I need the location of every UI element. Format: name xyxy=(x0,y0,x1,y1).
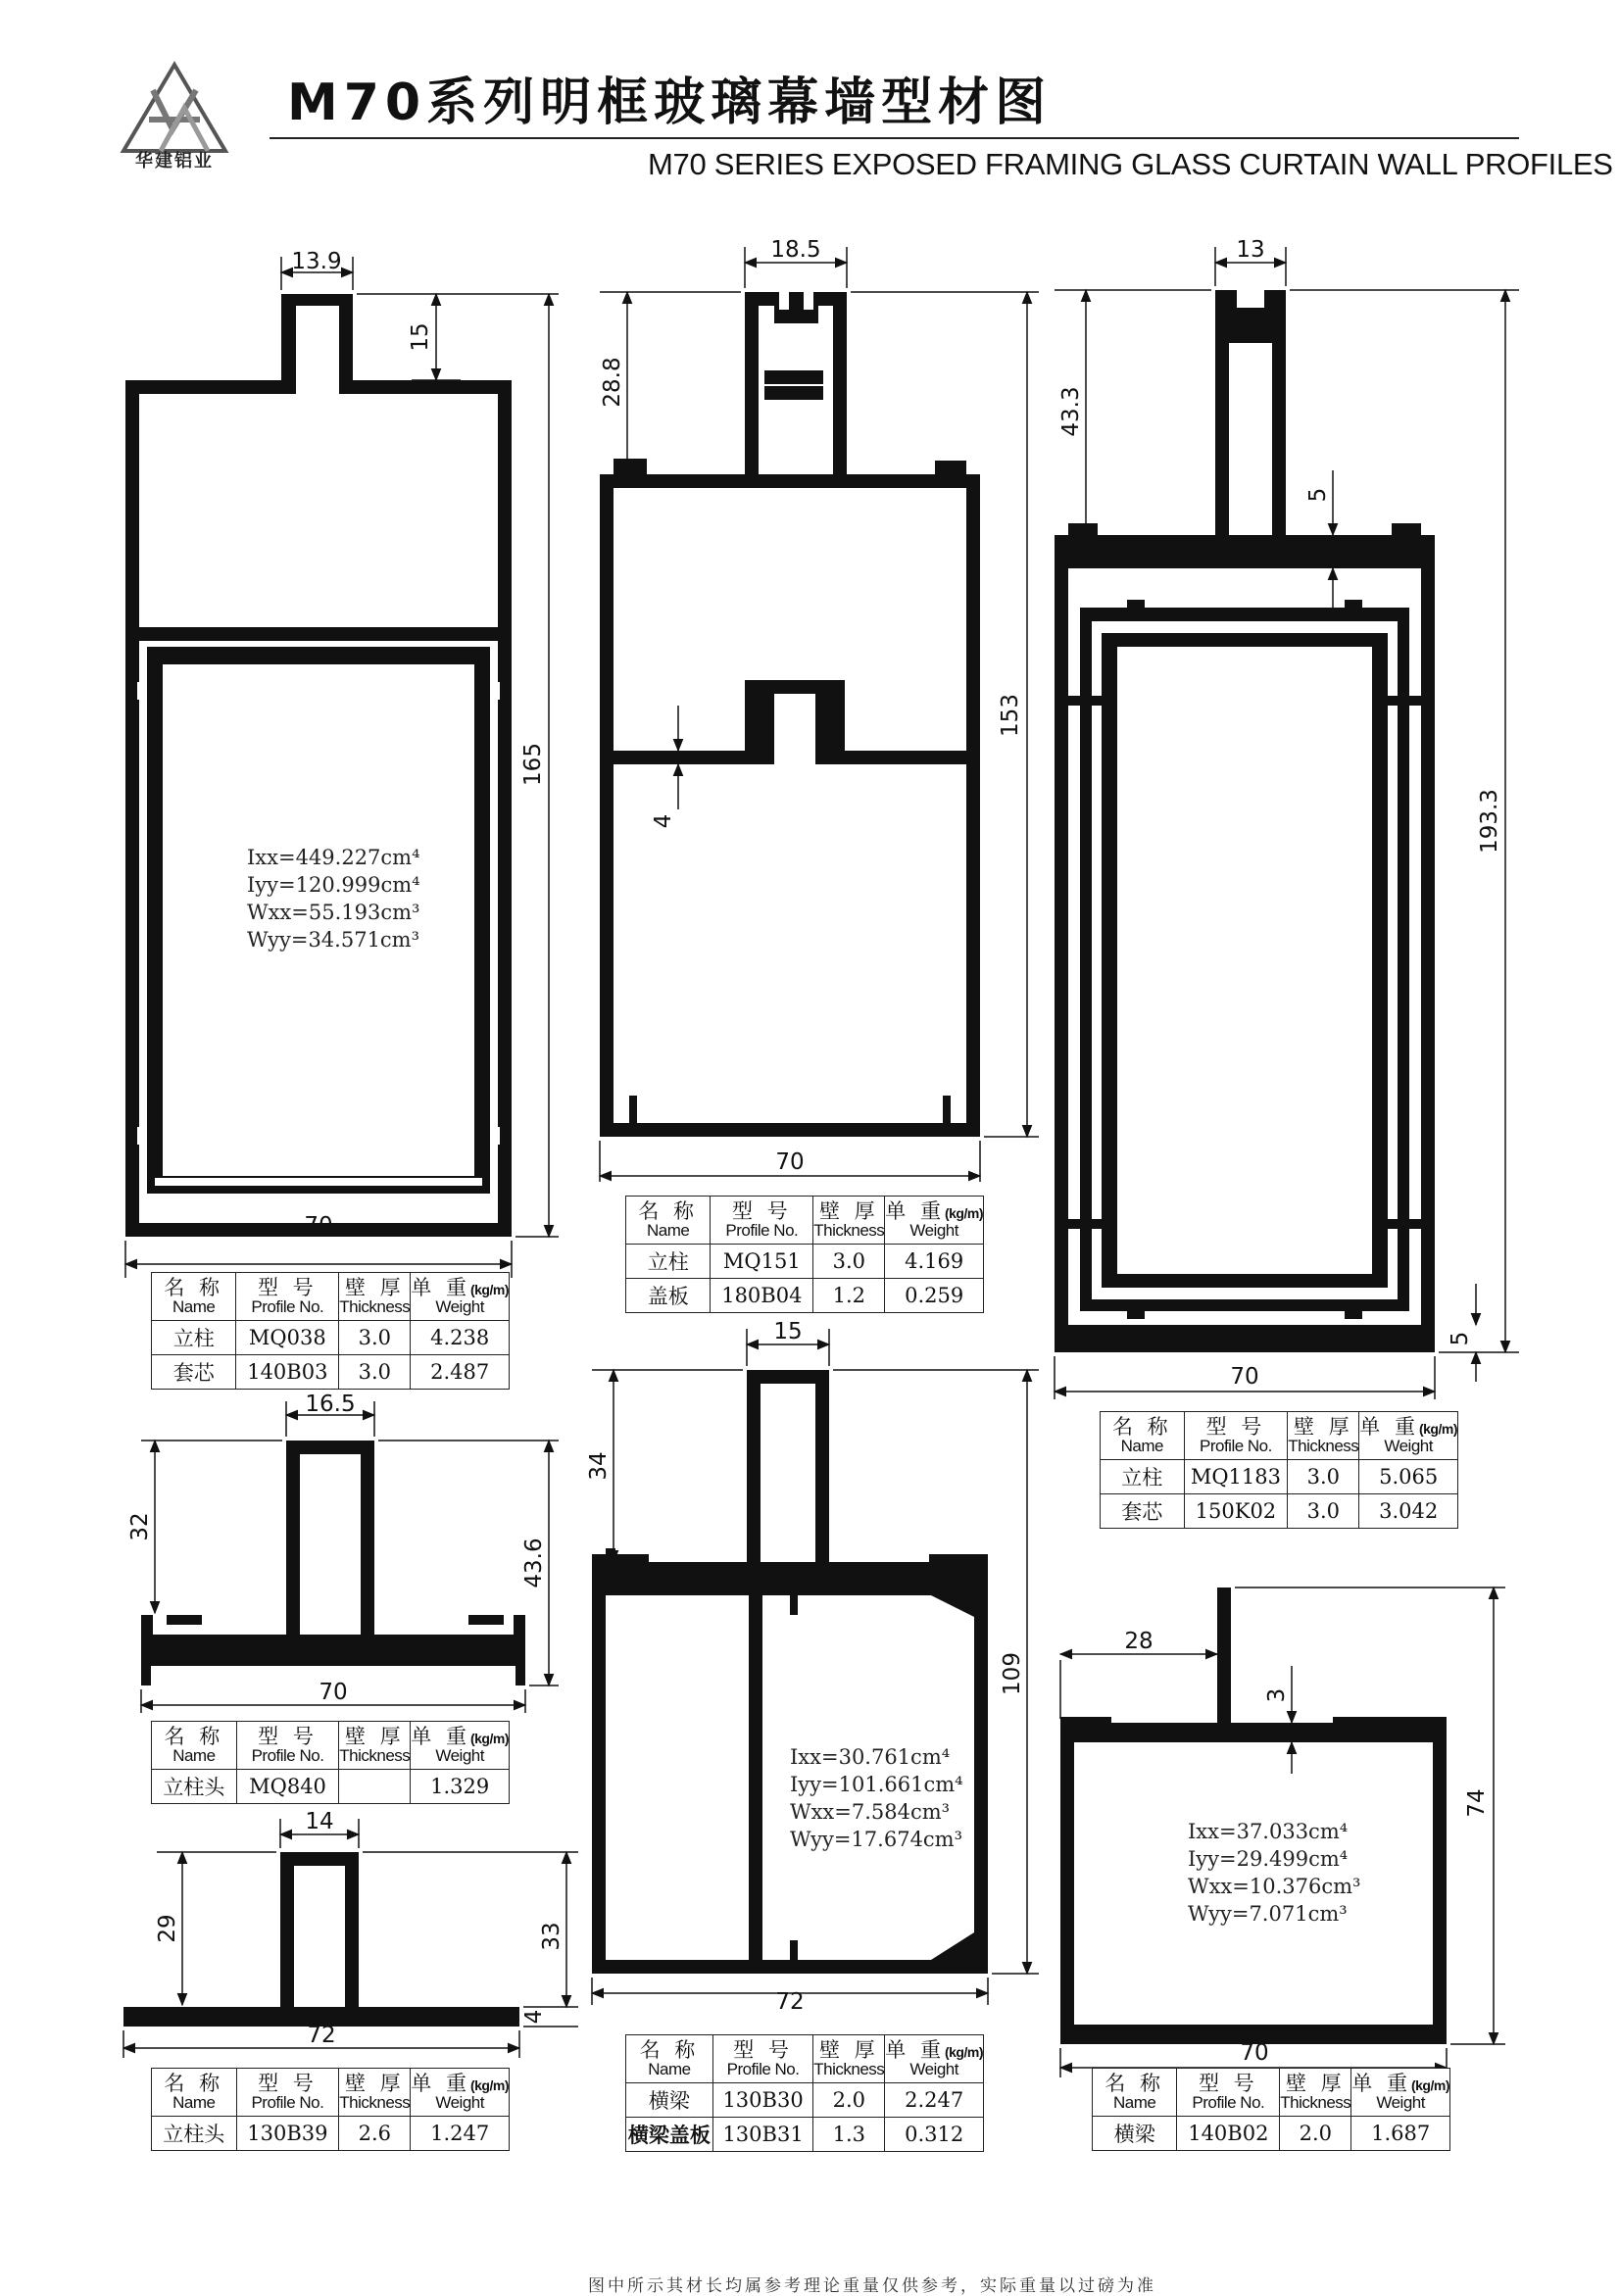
header-weight: 单 重(kg/m) Weight xyxy=(1359,1412,1458,1460)
header-thickness: 壁 厚 Thickness xyxy=(813,1197,885,1245)
header-name: 名 称 Name xyxy=(626,1197,711,1245)
cell-weight: 0.259 xyxy=(885,1279,984,1313)
table-row xyxy=(626,2118,984,2152)
header-name: 名 称 Name xyxy=(152,2069,237,2117)
dim-width: 70 xyxy=(319,1680,348,1705)
cell-profile: 150K02 xyxy=(1184,1494,1288,1529)
cell-weight: 1.687 xyxy=(1351,2117,1450,2151)
prop-ixx: Ixx=37.033cm⁴ xyxy=(1188,1820,1349,1843)
profile-mq038-drawing xyxy=(125,249,559,1278)
dim-bottom: 5 xyxy=(1448,1331,1473,1346)
spec-table-130b39 xyxy=(151,2068,510,2151)
cell-name: 立柱头 xyxy=(152,1770,237,1804)
header-profile: 型 号 Profile No. xyxy=(236,1273,339,1321)
dim-width: 70 xyxy=(304,1213,333,1239)
cell-profile: 180B04 xyxy=(711,1279,813,1313)
dim-width: 72 xyxy=(307,2023,336,2048)
cell-profile: 130B39 xyxy=(236,2117,339,2151)
prop-wyy: Wyy=17.674cm³ xyxy=(790,1828,963,1851)
header-name: 名 称 Name xyxy=(626,2035,713,2083)
header-profile: 型 号 Profile No. xyxy=(236,1722,339,1770)
header-profile: 型 号 Profile No. xyxy=(236,2069,339,2117)
header-weight: 单 重(kg/m) Weight xyxy=(411,1273,510,1321)
cell-thickness: 2.0 xyxy=(1280,2117,1351,2151)
header-thickness: 壁 厚 Thickness xyxy=(339,1273,411,1321)
cell-thickness: 1.3 xyxy=(813,2118,885,2152)
dim-top-height: 15 xyxy=(408,322,433,352)
header-weight: 单 重(kg/m) Weight xyxy=(885,2035,984,2083)
dim-fin-gap: 3 xyxy=(1264,1687,1290,1703)
cell-thickness: 3.0 xyxy=(1288,1460,1359,1494)
header-name: 名 称 Name xyxy=(1101,1412,1185,1460)
header-weight: 单 重(kg/m) Weight xyxy=(411,2069,510,2117)
table-row xyxy=(152,1321,510,1355)
cell-weight: 4.169 xyxy=(885,1245,984,1279)
dim-height: 43.6 xyxy=(521,1538,547,1588)
dim-top-height: 28.8 xyxy=(600,357,625,408)
profile-130b39-drawing xyxy=(123,1809,578,2058)
spec-table-130b30 xyxy=(625,2034,984,2152)
cell-weight: 1.247 xyxy=(411,2117,510,2151)
prop-wxx: Wxx=7.584cm³ xyxy=(790,1800,951,1824)
cell-name: 套芯 xyxy=(152,1355,236,1390)
cell-name: 立柱头 xyxy=(152,2117,237,2151)
profile-140b02-drawing xyxy=(1060,1588,1505,2077)
cell-thickness xyxy=(339,1770,411,1804)
prop-iyy: Iyy=120.999cm⁴ xyxy=(247,873,420,897)
dim-width: 70 xyxy=(1230,1364,1259,1390)
cell-profile: MQ1183 xyxy=(1184,1460,1288,1494)
dim-fin-offset: 28 xyxy=(1124,1629,1154,1654)
dim-height: 153 xyxy=(998,694,1023,737)
cell-profile: MQ038 xyxy=(236,1321,339,1355)
cell-thickness: 3.0 xyxy=(813,1245,885,1279)
table-row xyxy=(626,1279,984,1313)
cell-weight: 3.042 xyxy=(1359,1494,1458,1529)
dim-top-height: 43.3 xyxy=(1058,386,1084,437)
table-row xyxy=(1101,1494,1458,1529)
cell-name: 盖板 xyxy=(626,1279,711,1313)
cell-thickness: 2.0 xyxy=(813,2083,885,2118)
cell-weight: 1.329 xyxy=(411,1770,510,1804)
dim-width: 70 xyxy=(775,1149,805,1175)
spec-table-mq840 xyxy=(151,1721,510,1804)
cell-thickness: 3.0 xyxy=(339,1355,411,1390)
dim-top-width: 16.5 xyxy=(305,1392,356,1417)
cell-profile: MQ840 xyxy=(236,1770,339,1804)
cell-name: 立柱 xyxy=(1101,1460,1185,1494)
header-profile: 型 号 Profile No. xyxy=(711,1197,813,1245)
dimension-lines xyxy=(125,257,559,1278)
table-row xyxy=(1101,1460,1458,1494)
prop-wyy: Wyy=34.571cm³ xyxy=(247,928,420,952)
dim-wall: 4 xyxy=(651,813,676,829)
cell-weight: 4.238 xyxy=(411,1321,510,1355)
prop-iyy: Iyy=101.661cm⁴ xyxy=(790,1773,963,1796)
spec-table-mq151 xyxy=(625,1196,984,1313)
cell-weight: 2.487 xyxy=(411,1355,510,1390)
cell-name: 横梁 xyxy=(1093,2117,1177,2151)
table-row xyxy=(1093,2117,1450,2151)
spec-table-mq1183 xyxy=(1100,1411,1458,1529)
header-thickness: 壁 厚 Thickness xyxy=(1280,2069,1351,2117)
header-name: 名 称 Name xyxy=(1093,2069,1177,2117)
cell-profile: 140B02 xyxy=(1177,2117,1280,2151)
header-weight: 单 重(kg/m) Weight xyxy=(411,1722,510,1770)
cell-thickness: 1.2 xyxy=(813,1279,885,1313)
dim-top-width: 15 xyxy=(773,1319,803,1344)
dim-stem-height: 32 xyxy=(127,1512,153,1541)
table-row xyxy=(626,2083,984,2118)
dim-stem-height: 29 xyxy=(155,1914,180,1943)
header-name: 名 称 Name xyxy=(152,1722,237,1770)
page-title-cn: M70系列明框玻璃幕墙型材图 xyxy=(287,73,1053,132)
cell-name: 套芯 xyxy=(1101,1494,1185,1529)
profile-130b30-drawing xyxy=(586,1319,1039,2015)
profile-mq151-drawing xyxy=(600,237,1039,1182)
cell-profile: 130B30 xyxy=(712,2083,812,2118)
prop-iyy: Iyy=29.499cm⁴ xyxy=(1188,1847,1349,1871)
dim-top-width: 18.5 xyxy=(770,237,821,263)
profile-mq840-drawing xyxy=(127,1392,559,1713)
prop-wxx: Wxx=55.193cm³ xyxy=(247,901,420,924)
cell-name: 立柱 xyxy=(626,1245,711,1279)
dim-width: 72 xyxy=(775,1989,805,2015)
header-name: 名 称 Name xyxy=(152,1273,236,1321)
dim-top-height: 34 xyxy=(586,1451,612,1481)
dim-top-width: 13.9 xyxy=(291,249,342,274)
dim-height: 193.3 xyxy=(1477,789,1502,854)
header-profile: 型 号 Profile No. xyxy=(712,2035,812,2083)
header-weight: 单 重(kg/m) Weight xyxy=(885,1197,984,1245)
header-profile: 型 号 Profile No. xyxy=(1177,2069,1280,2117)
dim-height: 74 xyxy=(1464,1788,1490,1818)
cell-thickness: 3.0 xyxy=(339,1321,411,1355)
dim-base: 4 xyxy=(521,2009,547,2025)
prop-wxx: Wxx=10.376cm³ xyxy=(1188,1875,1361,1898)
dim-gap: 5 xyxy=(1305,487,1331,503)
profile-mq1183-drawing xyxy=(1055,237,1519,1399)
table-row xyxy=(152,1355,510,1390)
prop-wyy: Wyy=7.071cm³ xyxy=(1188,1902,1348,1926)
page-title-en: M70 SERIES EXPOSED FRAMING GLASS CURTAIN WALL PROFILES xyxy=(648,147,1613,181)
table-row xyxy=(626,1245,984,1279)
dim-height: 33 xyxy=(539,1922,565,1951)
footer-note: 图中所示其材长均属参考理论重量仅供参考，实际重量以过磅为准 xyxy=(588,2276,1156,2296)
cell-profile: 140B03 xyxy=(236,1355,339,1390)
cell-weight: 5.065 xyxy=(1359,1460,1458,1494)
header-thickness: 壁 厚 Thickness xyxy=(339,1722,411,1770)
header-thickness: 壁 厚 Thickness xyxy=(1288,1412,1359,1460)
cell-name: 横梁 xyxy=(626,2083,713,2118)
dim-height: 109 xyxy=(1000,1652,1025,1695)
dim-width: 70 xyxy=(1240,2040,1269,2066)
table-row xyxy=(152,1770,510,1804)
cell-name: 横梁盖板 xyxy=(626,2118,713,2152)
cell-thickness: 2.6 xyxy=(339,2117,411,2151)
cell-profile: 130B31 xyxy=(712,2118,812,2152)
prop-ixx: Ixx=449.227cm⁴ xyxy=(247,846,420,869)
cell-weight: 0.312 xyxy=(885,2118,984,2152)
dim-top-width: 13 xyxy=(1236,237,1265,263)
dim-height: 165 xyxy=(520,743,546,786)
cell-weight: 2.247 xyxy=(885,2083,984,2118)
header-thickness: 壁 厚 Thickness xyxy=(339,2069,411,2117)
header-profile: 型 号 Profile No. xyxy=(1184,1412,1288,1460)
cell-profile: MQ151 xyxy=(711,1245,813,1279)
logo-text: 华建铝业 xyxy=(135,151,214,171)
spec-table-140b02 xyxy=(1092,2068,1450,2151)
header-thickness: 壁 厚 Thickness xyxy=(813,2035,885,2083)
dim-top-width: 14 xyxy=(305,1809,334,1834)
header-weight: 单 重(kg/m) Weight xyxy=(1351,2069,1450,2117)
spec-table-mq038 xyxy=(151,1272,510,1390)
table-row xyxy=(152,2117,510,2151)
cell-name: 立柱 xyxy=(152,1321,236,1355)
prop-ixx: Ixx=30.761cm⁴ xyxy=(790,1745,951,1769)
cell-thickness: 3.0 xyxy=(1288,1494,1359,1529)
